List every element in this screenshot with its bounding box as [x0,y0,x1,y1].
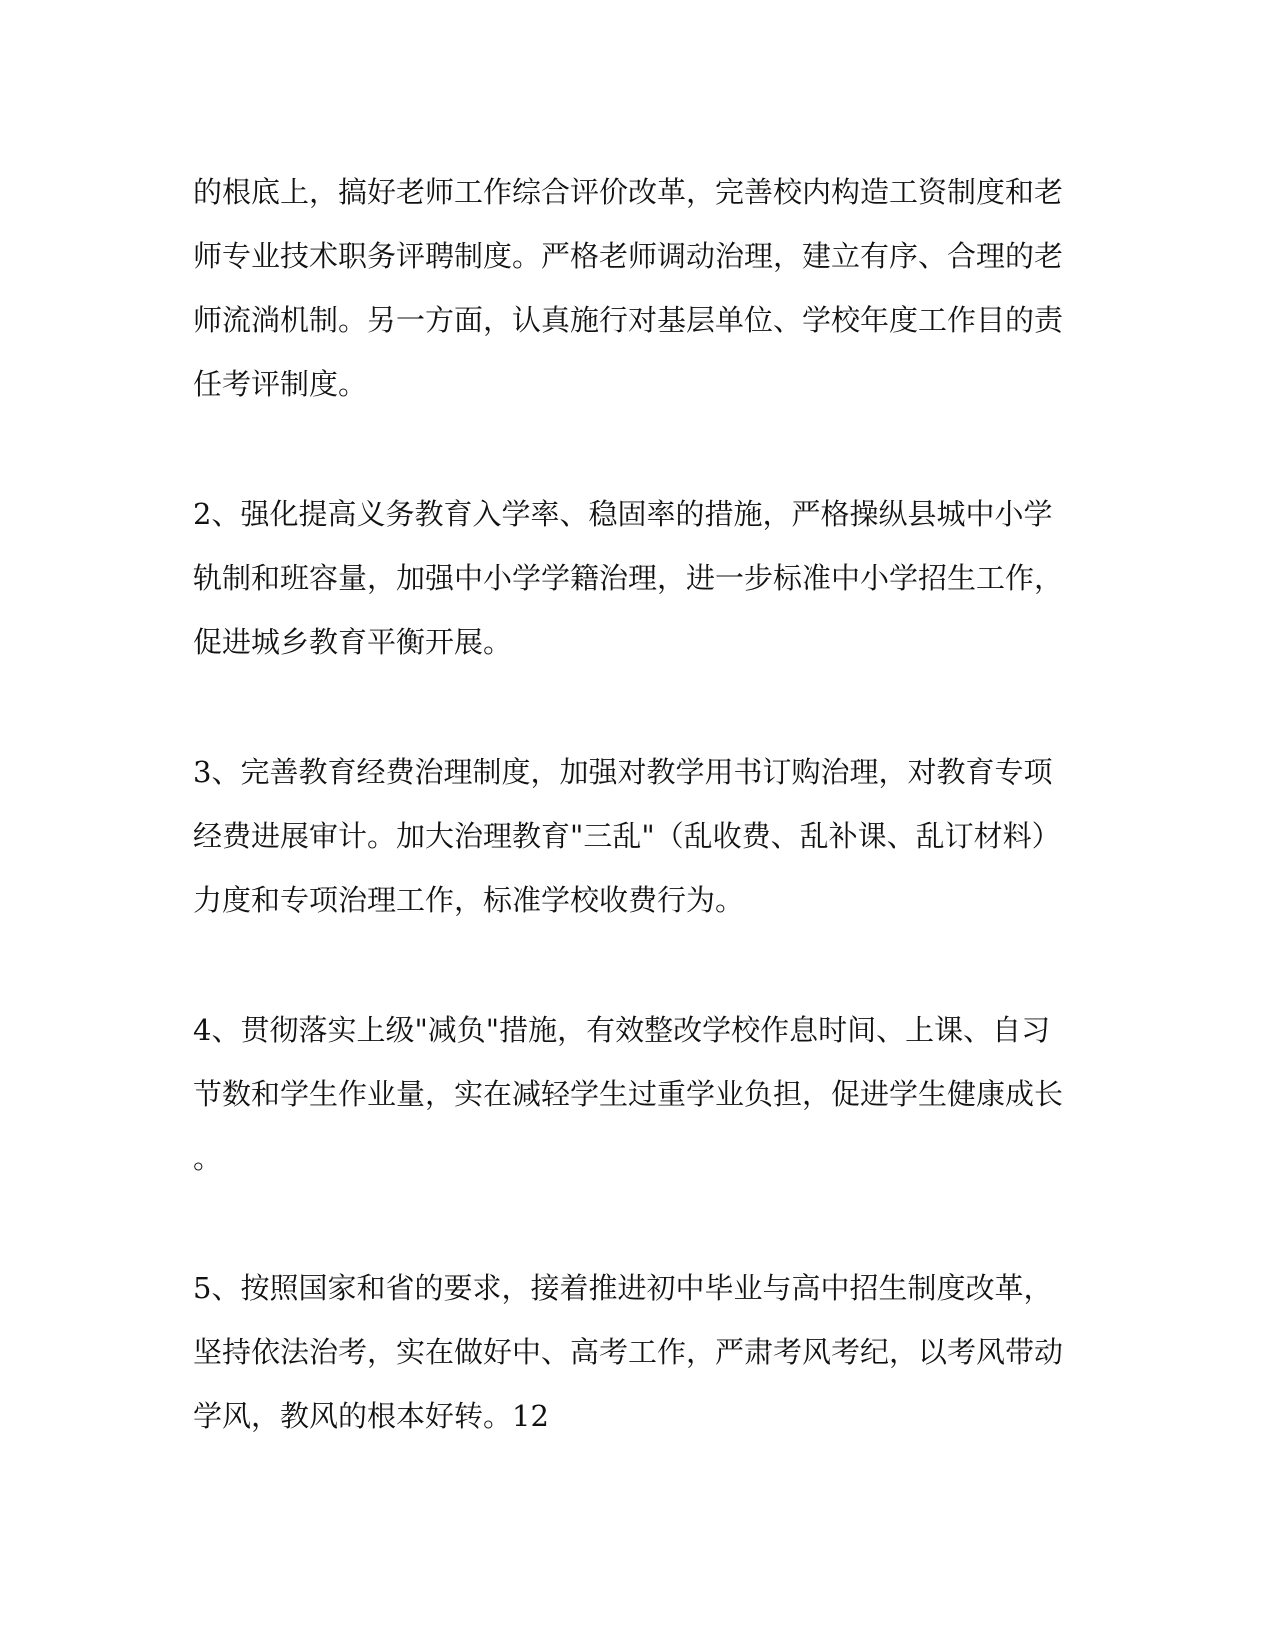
text-line: 节数和学生作业量，实在减轻学生过重学业负担，促进学生健康成长 [193,1077,1064,1111]
paragraph-continuation [193,160,1093,416]
paragraph-item-5 [193,1256,1093,1448]
text-line: 师流淌机制。另一方面，认真施行对基层单位、学校年度工作目的责 [193,303,1064,337]
text-line: 3、完善教育经费治理制度，加强对教学用书订购治理，对教育专项 [193,755,1053,789]
text-line: 任考评制度。 [193,367,368,401]
text-line: 师专业技术职务评聘制度。严格老师调动治理，建立有序、合理的老 [193,239,1064,273]
paragraph-item-2 [193,482,1093,674]
paragraph-item-4 [193,998,1093,1190]
text-line: 经费进展审计。加大治理教育"三乱"（乱收费、乱补课、乱订材料） [193,819,1061,853]
text-line: 轨制和班容量，加强中小学学籍治理，进一步标准中小学招生工作， [193,561,1064,595]
text-line: 促进城乡教育平衡开展。 [193,625,513,659]
text-line: 的根底上，搞好老师工作综合评价改革，完善校内构造工资制度和老 [193,175,1064,209]
text-line: 4、贯彻落实上级"减负"措施，有效整改学校作息时间、上课、自习 [193,1013,1051,1047]
text-line: 。 [193,1141,223,1175]
text-line: 5、按照国家和省的要求，接着推进初中毕业与高中招生制度改革， [193,1271,1053,1305]
text-line: 力度和专项治理工作，标准学校收费行为。 [193,883,745,917]
paragraph-item-3 [193,740,1093,932]
text-line: 学风，教风的根本好转。12 [193,1399,549,1433]
text-line: 坚持依法治考，实在做好中、高考工作，严肃考风考纪，以考风带动 [193,1335,1064,1369]
document-body [193,160,1093,1514]
text-line: 2、强化提高义务教育入学率、稳固率的措施，严格操纵县城中小学 [193,497,1053,531]
